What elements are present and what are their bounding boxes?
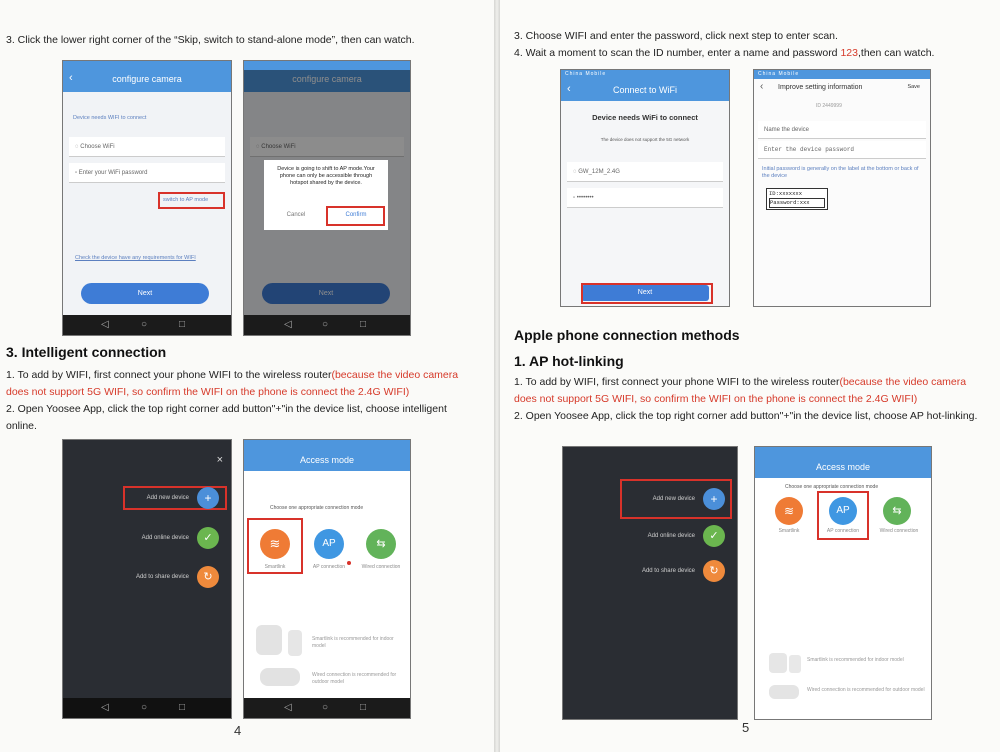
access-mode-subtitle: Choose one appropriate connection mode: [785, 484, 879, 490]
check-icon[interactable]: ✓: [703, 525, 725, 547]
add-online-device-label[interactable]: Add online device: [647, 533, 695, 539]
next-button[interactable]: Next: [262, 283, 390, 304]
next-highlight: [581, 283, 713, 304]
android-nav-bar: [244, 698, 410, 718]
step-3-text: 3. Choose WIFI and enter the password, click next step to enter scan.: [514, 30, 838, 42]
add-online-device-label[interactable]: Add online device: [141, 535, 189, 541]
red-dot: [347, 561, 351, 565]
check-icon[interactable]: ✓: [197, 527, 219, 549]
wired-note: Wired connection is recommended for outdoor model: [807, 687, 925, 693]
save-button[interactable]: Save: [907, 84, 920, 90]
wifi-icon[interactable]: ≋: [775, 497, 803, 525]
device-password-field[interactable]: Enter the device password: [758, 141, 926, 159]
status-bar: [63, 61, 231, 70]
screen-title: Access mode: [299, 455, 355, 465]
status-bar: [244, 440, 410, 449]
nav-recent-icon[interactable]: □: [179, 702, 186, 713]
nav-back-icon[interactable]: ◁: [101, 319, 109, 330]
status-bar: [563, 447, 737, 456]
wifi-subtext: The device does not support the 5G network: [600, 137, 690, 142]
back-arrow-icon[interactable]: ‹: [69, 72, 73, 84]
nav-recent-icon[interactable]: □: [179, 319, 186, 330]
nav-home-icon[interactable]: ○: [322, 702, 329, 713]
requirements-link[interactable]: Check the device have any requirements for WIFI: [75, 255, 196, 261]
add-new-device-label[interactable]: Add new device: [652, 496, 695, 502]
plus-icon[interactable]: +: [197, 487, 219, 509]
cancel-button[interactable]: Cancel: [286, 212, 306, 218]
add-share-device-label[interactable]: Add to share device: [641, 568, 695, 574]
wifi-icon: ◌: [573, 169, 579, 175]
wifi-heading: Device needs WiFi to connect: [592, 113, 698, 122]
status-bar: [244, 61, 410, 70]
wired-icon[interactable]: ⇆: [366, 529, 396, 559]
phone-add-device-menu: [562, 446, 738, 720]
back-arrow-icon[interactable]: ‹: [567, 83, 571, 95]
smartlink-note: Smartlink is recommended for indoor model: [312, 636, 394, 649]
nav-home-icon[interactable]: ○: [141, 319, 148, 330]
device-label-sample: ID:xxxxxxx Password:xxx: [766, 188, 828, 210]
phone-connect-wifi: [560, 69, 730, 307]
camera-icon: [789, 655, 801, 673]
access-mode-subtitle: Choose one appropriate connection mode: [270, 505, 364, 511]
phone-add-device-menu: [62, 439, 232, 719]
nav-back-icon[interactable]: ◁: [284, 319, 292, 330]
screen-title: Improve setting information: [778, 84, 863, 91]
phone-improve-settings: [753, 69, 931, 307]
choose-wifi-field[interactable]: ◌ Choose WiFi: [69, 137, 225, 157]
page-number: 5: [742, 720, 750, 735]
nav-back-icon[interactable]: ◁: [284, 702, 292, 713]
status-bar: China Mobile: [754, 70, 930, 79]
wifi-ssid-field[interactable]: ◌ GW_12M_2.4G: [567, 162, 723, 182]
phone-access-mode: [754, 446, 932, 720]
status-bar: [63, 440, 231, 449]
ap-mode-dialog: [264, 160, 388, 230]
section-heading: 3. Intelligent connection: [6, 344, 167, 360]
nav-recent-icon[interactable]: □: [360, 702, 367, 713]
close-icon[interactable]: ×: [216, 454, 223, 466]
camera-icon: [288, 630, 302, 656]
wired-icon[interactable]: ⇆: [883, 497, 911, 525]
next-button[interactable]: Next: [81, 283, 209, 304]
lock-icon: ▫: [573, 195, 577, 201]
page-number: 4: [234, 723, 242, 738]
share-icon[interactable]: ↻: [703, 560, 725, 582]
wired-connection-label: Wired connection: [361, 564, 401, 570]
device-id: ID 2449999: [816, 103, 842, 109]
password-field[interactable]: ▫ Enter your WiFi password: [69, 163, 225, 183]
status-bar: China Mobile: [561, 70, 729, 79]
lock-icon: ▫: [75, 170, 79, 176]
paragraph-1: 1. To add by WIFI, first connect your phone WIFI to the wireless router(because the video camera does not support 5G WIFI, so confirm the WIFI on the phone is connect the 2.4G WIFI): [514, 376, 967, 405]
wifi-warning: Device needs WIFI to connect: [73, 115, 147, 121]
ap-connection-label: AP connection: [826, 528, 860, 534]
switch-ap-link[interactable]: switch to AP mode: [163, 197, 209, 203]
status-bar: [755, 447, 931, 456]
back-arrow-icon[interactable]: ‹: [760, 81, 764, 92]
sub-heading: 1. AP hot-linking: [514, 353, 624, 369]
android-nav-bar: [63, 315, 231, 335]
ap-icon[interactable]: AP: [829, 497, 857, 525]
wired-connection-label: Wired connection: [879, 528, 919, 534]
camera-icon: [769, 685, 799, 699]
paragraph-1: 1. To add by WIFI, first connect your phone WIFI to the wireless router(because the video camera does not support 5G WIFI, so confirm the WIFI on the phone is connect the 2.4G WIFI): [6, 369, 459, 398]
step-4-text: 4. Wait a moment to scan the ID number, enter a name and password 123,then can watch.: [514, 47, 935, 59]
smartlink-note: Smartlink is recommended for indoor model: [807, 657, 904, 663]
screen-title: configure camera: [292, 74, 362, 84]
ap-icon[interactable]: AP: [314, 529, 344, 559]
password-note: Initial password is generally on the label at the bottom or back of the device: [762, 166, 919, 179]
step-3-text: 3. Click the lower right corner of the “Skip, switch to stand-alone mode”, then can watch.: [6, 34, 415, 46]
wired-note: Wired connection is recommended for outdoor model: [312, 672, 397, 685]
phone-configure-camera: [62, 60, 232, 336]
confirm-button[interactable]: Confirm: [345, 212, 367, 218]
page-4: [0, 0, 494, 752]
smartlink-label: Smartlink: [778, 528, 800, 534]
nav-home-icon[interactable]: ○: [322, 319, 329, 330]
smartlink-label: Smartlink: [264, 564, 286, 570]
wifi-icon: ◌: [256, 144, 262, 150]
section-heading: Apple phone connection methods: [514, 327, 740, 343]
android-nav-bar: [63, 698, 231, 718]
screen-title: Connect to WiFi: [612, 85, 678, 95]
paragraph-2: 2. Open Yoosee App, click the top right corner add button"+"in the device list, choose intelligent online.: [6, 403, 447, 432]
nav-back-icon[interactable]: ◁: [101, 702, 109, 713]
camera-icon: [256, 625, 282, 655]
add-share-device-label[interactable]: Add to share device: [135, 574, 189, 580]
android-nav-bar: [244, 315, 410, 335]
choose-wifi-field[interactable]: ◌ Choose WiFi: [250, 137, 404, 157]
dialog-message: Device is going to shift to AP mode.Your phone can only be accessible through hotspot shared by the device.: [277, 166, 375, 186]
ap-connection-label: AP connection: [312, 564, 346, 570]
screen-title: configure camera: [112, 74, 182, 84]
wifi-icon: ◌: [75, 144, 81, 150]
add-new-device-label[interactable]: Add new device: [146, 495, 189, 501]
wifi-icon[interactable]: ≋: [260, 529, 290, 559]
plus-icon[interactable]: +: [703, 488, 725, 510]
name-field[interactable]: Name the device: [758, 121, 926, 139]
paragraph-2: 2. Open Yoosee App, click the top right corner add button"+"in the device list, choose AP hot-linking.: [514, 410, 978, 422]
phone-access-mode: [243, 439, 411, 719]
share-icon[interactable]: ↻: [197, 566, 219, 588]
phone-ap-dialog: [243, 60, 411, 336]
next-button[interactable]: Next: [581, 285, 709, 301]
camera-icon: [260, 668, 300, 686]
page-5: [500, 0, 1000, 752]
nav-home-icon[interactable]: ○: [141, 702, 148, 713]
password-field[interactable]: ▫ ••••••••: [567, 188, 723, 208]
screen-title: Access mode: [815, 462, 871, 472]
camera-icon: [769, 653, 787, 673]
nav-recent-icon[interactable]: □: [360, 319, 367, 330]
